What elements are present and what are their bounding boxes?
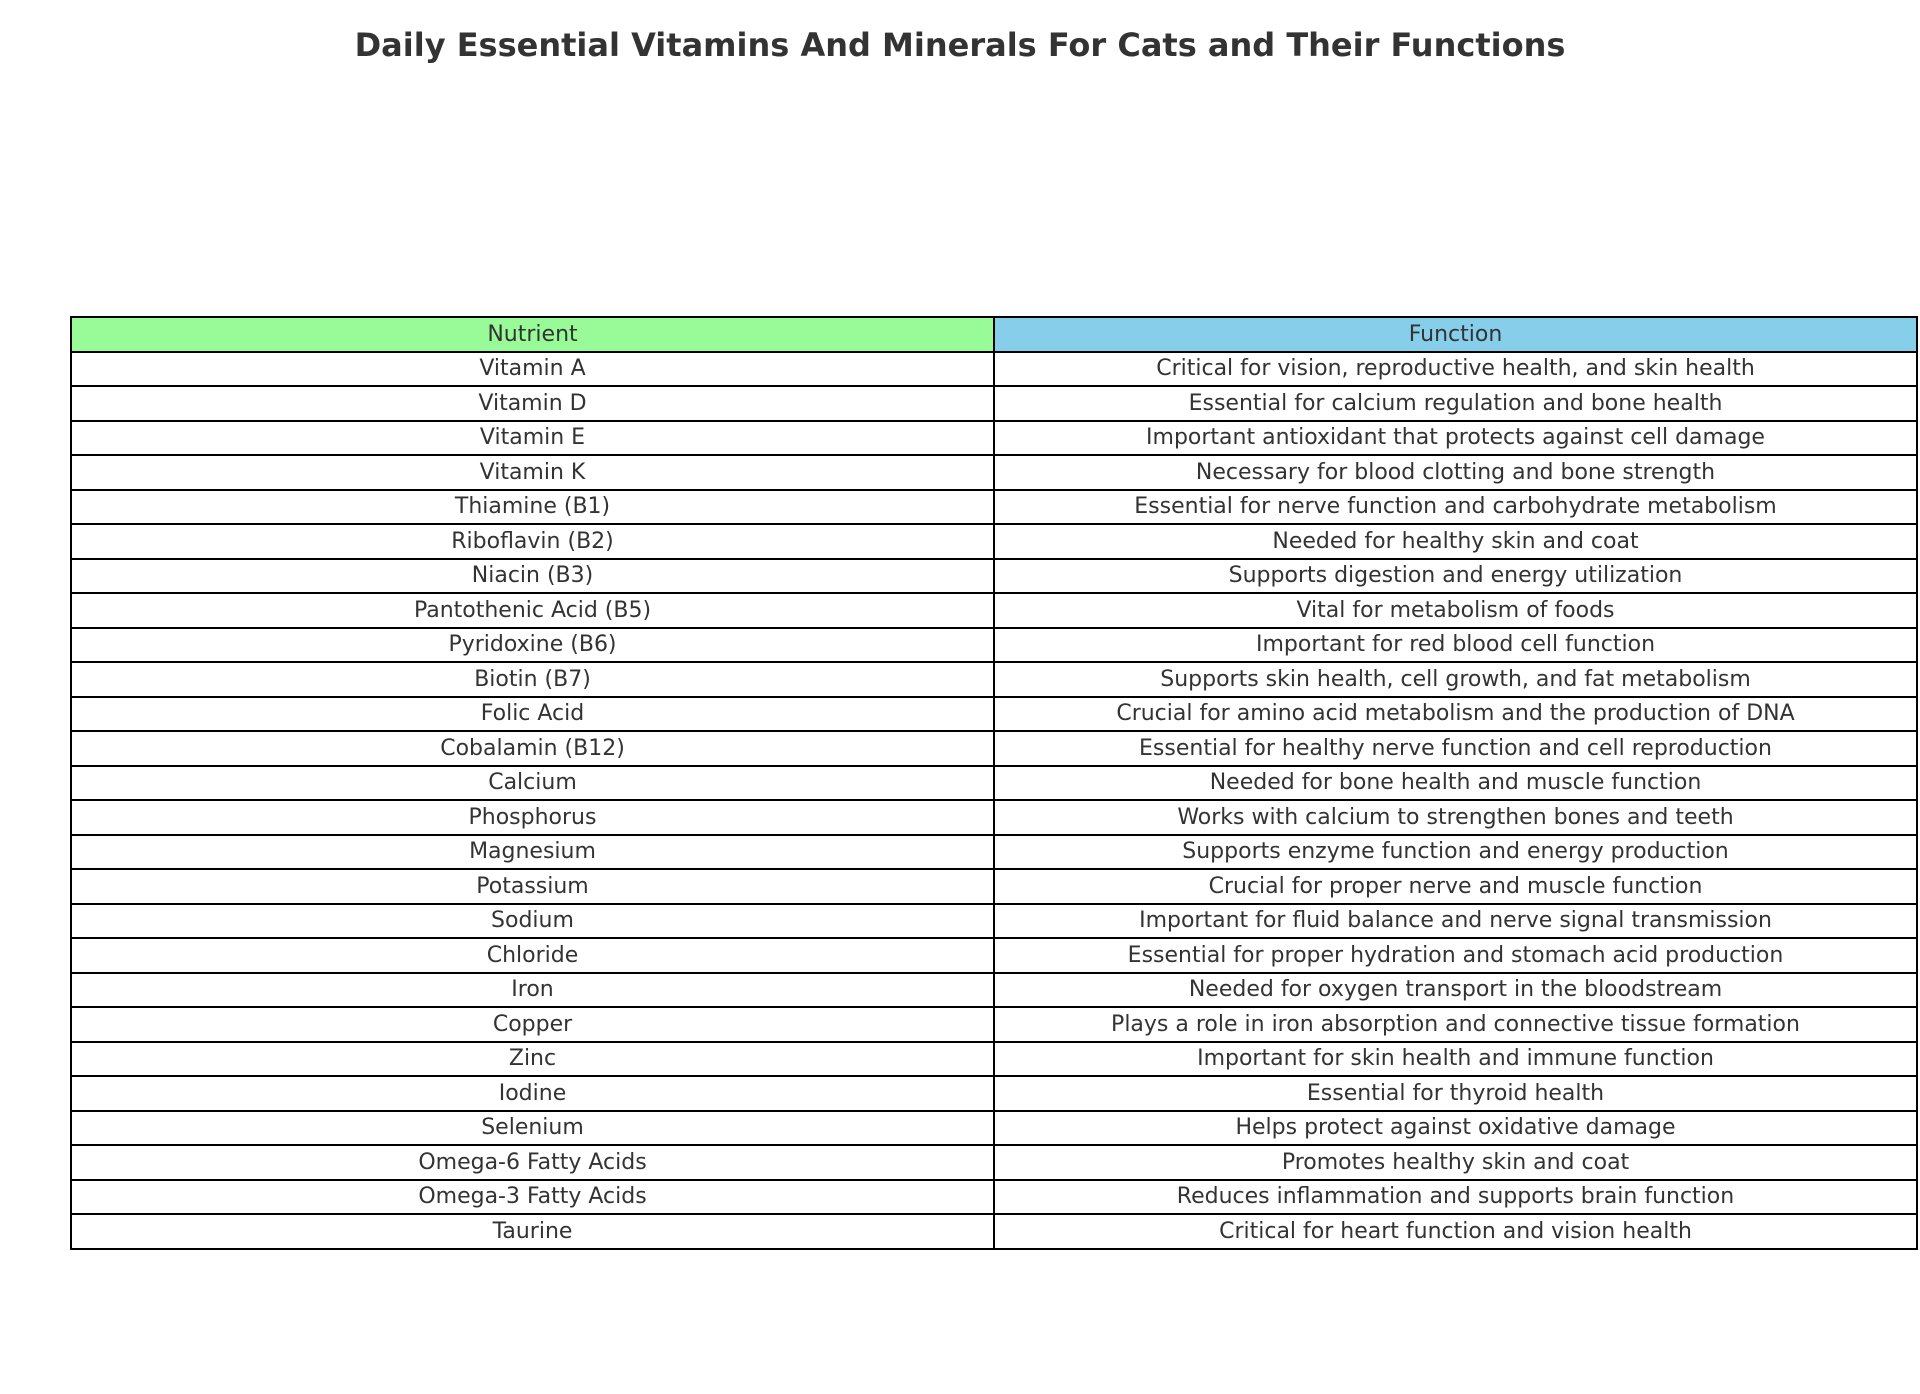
table-row	[71, 1111, 1917, 1146]
function-cell: Works with calcium to strengthen bones and teeth	[994, 800, 1917, 835]
nutrient-cell: Thiamine (B1)	[71, 490, 994, 525]
nutrient-cell: Phosphorus	[71, 800, 994, 835]
table-row	[71, 1042, 1917, 1077]
nutrient-cell: Riboflavin (B2)	[71, 524, 994, 559]
function-cell: Important for fluid balance and nerve signal transmission	[994, 904, 1917, 939]
nutrient-cell: Chloride	[71, 938, 994, 973]
nutrient-cell: Folic Acid	[71, 697, 994, 732]
nutrient-cell: Pyridoxine (B6)	[71, 628, 994, 663]
nutrient-cell: Selenium	[71, 1111, 994, 1146]
nutrient-cell: Zinc	[71, 1042, 994, 1077]
table-row	[71, 421, 1917, 456]
function-cell: Supports digestion and energy utilization	[994, 559, 1917, 594]
nutrient-cell: Taurine	[71, 1214, 994, 1249]
function-cell: Important antioxidant that protects against cell damage	[994, 421, 1917, 456]
table-row	[71, 524, 1917, 559]
nutrient-cell: Potassium	[71, 869, 994, 904]
header-function: Function	[994, 317, 1917, 352]
nutrient-cell: Iron	[71, 973, 994, 1008]
table-row	[71, 697, 1917, 732]
function-cell: Essential for healthy nerve function and cell reproduction	[994, 731, 1917, 766]
nutrient-cell: Copper	[71, 1007, 994, 1042]
nutrient-cell: Magnesium	[71, 835, 994, 870]
table-row	[71, 1007, 1917, 1042]
function-cell: Crucial for proper nerve and muscle function	[994, 869, 1917, 904]
function-cell: Needed for oxygen transport in the bloodstream	[994, 973, 1917, 1008]
table-row	[71, 455, 1917, 490]
function-cell: Essential for proper hydration and stomach acid production	[994, 938, 1917, 973]
table-row	[71, 1214, 1917, 1249]
table-row	[71, 628, 1917, 663]
nutrient-cell: Iodine	[71, 1076, 994, 1111]
nutrient-cell: Vitamin D	[71, 386, 994, 421]
nutrient-cell: Biotin (B7)	[71, 662, 994, 697]
function-cell: Crucial for amino acid metabolism and the production of DNA	[994, 697, 1917, 732]
function-cell: Helps protect against oxidative damage	[994, 1111, 1917, 1146]
function-cell: Essential for calcium regulation and bone health	[994, 386, 1917, 421]
table-body	[71, 352, 1917, 1249]
function-cell: Needed for bone health and muscle function	[994, 766, 1917, 801]
table-row	[71, 662, 1917, 697]
nutrient-cell: Calcium	[71, 766, 994, 801]
nutrient-cell: Vitamin E	[71, 421, 994, 456]
nutrient-cell: Omega-3 Fatty Acids	[71, 1180, 994, 1215]
table-row	[71, 593, 1917, 628]
table-row	[71, 800, 1917, 835]
table-header-row	[71, 317, 1917, 352]
function-cell: Supports skin health, cell growth, and fat metabolism	[994, 662, 1917, 697]
nutrient-cell: Sodium	[71, 904, 994, 939]
function-cell: Essential for nerve function and carbohydrate metabolism	[994, 490, 1917, 525]
function-cell: Promotes healthy skin and coat	[994, 1145, 1917, 1180]
table-row	[71, 973, 1917, 1008]
function-cell: Vital for metabolism of foods	[994, 593, 1917, 628]
function-cell: Critical for vision, reproductive health, and skin health	[994, 352, 1917, 387]
table-row	[71, 904, 1917, 939]
table-row	[71, 938, 1917, 973]
nutrient-cell: Vitamin K	[71, 455, 994, 490]
table-row	[71, 766, 1917, 801]
table-row	[71, 352, 1917, 387]
table-row	[71, 386, 1917, 421]
nutrient-cell: Pantothenic Acid (B5)	[71, 593, 994, 628]
chart-title: Daily Essential Vitamins And Minerals For Cats and Their Functions	[354, 26, 1566, 64]
table-row	[71, 731, 1917, 766]
table-row	[71, 835, 1917, 870]
function-cell: Essential for thyroid health	[994, 1076, 1917, 1111]
table-row	[71, 559, 1917, 594]
nutrient-cell: Niacin (B3)	[71, 559, 994, 594]
nutrient-table	[70, 316, 1918, 1250]
function-cell: Necessary for blood clotting and bone strength	[994, 455, 1917, 490]
function-cell: Supports enzyme function and energy production	[994, 835, 1917, 870]
function-cell: Needed for healthy skin and coat	[994, 524, 1917, 559]
table-row	[71, 490, 1917, 525]
function-cell: Important for red blood cell function	[994, 628, 1917, 663]
table-row	[71, 1145, 1917, 1180]
function-cell: Reduces inflammation and supports brain function	[994, 1180, 1917, 1215]
function-cell: Plays a role in iron absorption and connective tissue formation	[994, 1007, 1917, 1042]
function-cell: Critical for heart function and vision health	[994, 1214, 1917, 1249]
header-nutrient: Nutrient	[71, 317, 994, 352]
table-row	[71, 869, 1917, 904]
function-cell: Important for skin health and immune function	[994, 1042, 1917, 1077]
table-row	[71, 1076, 1917, 1111]
nutrient-cell: Omega-6 Fatty Acids	[71, 1145, 994, 1180]
nutrient-cell: Cobalamin (B12)	[71, 731, 994, 766]
nutrient-cell: Vitamin A	[71, 352, 994, 387]
table-row	[71, 1180, 1917, 1215]
